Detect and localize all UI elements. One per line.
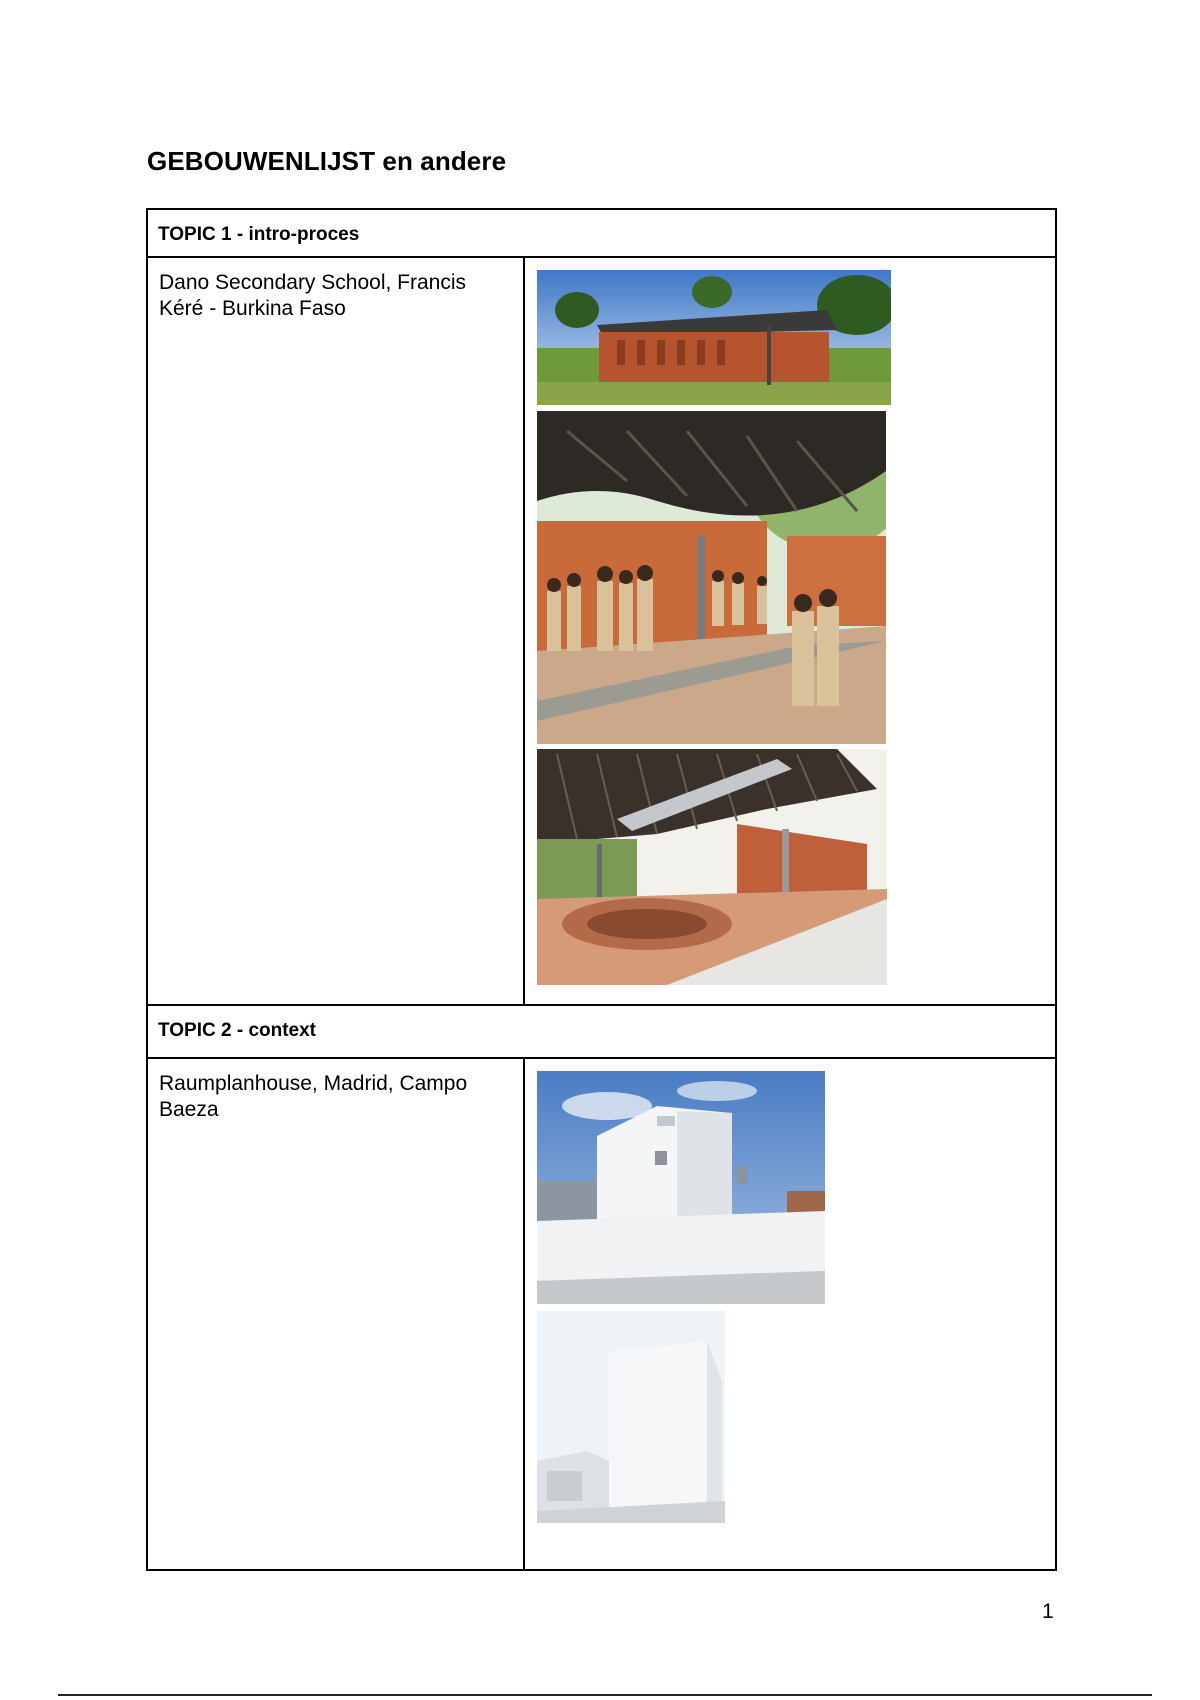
white-house-photo (537, 1071, 825, 1304)
topic-row (147, 257, 1056, 1005)
page-divider (58, 1694, 1152, 1696)
white-facade-photo (537, 1311, 725, 1523)
topic-1-entry: Dano Secondary School, Francis Kéré - Burkina Faso (147, 257, 524, 1005)
topic-1-header: TOPIC 1 - intro-proces (147, 209, 1056, 257)
document-title: GEBOUWENLIJST en andere (147, 146, 507, 176)
covered-walkway-photo (537, 749, 887, 985)
topic-2-images (524, 1058, 1056, 1570)
topic-2-entry: Raumplanhouse, Madrid, Campo Baeza (147, 1058, 524, 1570)
school-exterior-photo (537, 270, 891, 405)
topic-header-row (147, 1005, 1056, 1058)
topic-row (147, 1058, 1056, 1570)
students-courtyard-photo (537, 411, 886, 744)
topic-2-header: TOPIC 2 - context (147, 1005, 1056, 1058)
topic-1-images (524, 257, 1056, 1005)
buildings-table (146, 208, 1057, 1571)
page-number: 1 (1042, 1600, 1054, 1623)
topic-header-row (147, 209, 1056, 257)
